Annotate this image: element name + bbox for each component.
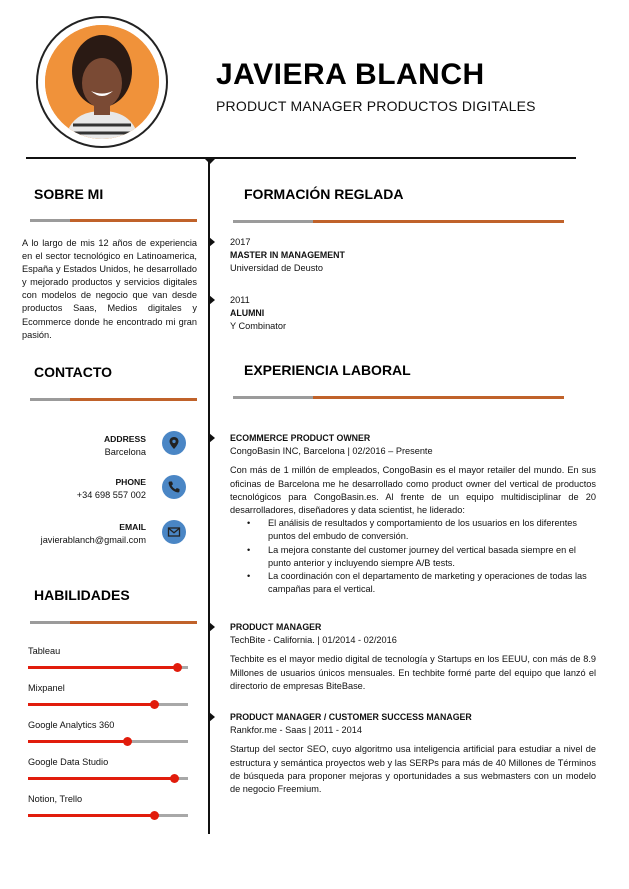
about-text: A lo largo de mis 12 años de experiencia en el sector tecnológico en Latinoamerica, España y Estados Unidos, he desarrollado y mejorado productos y servicios digitales con modelos de negocio que van desde productos Saas, Medios digitales y Ecommerce donde he encontrado mi gran pasión. (22, 238, 197, 340)
experience-entry (230, 621, 596, 693)
skills-rule (30, 621, 197, 624)
education-heading: FORMACIÓN REGLADA (244, 186, 404, 202)
job-bullet: • La coordinación con el departamento de marketing y operaciones de todas las campañas para el vertical. (268, 570, 596, 596)
profile-photo (45, 25, 159, 139)
experience-heading: EXPERIENCIA LABORAL (244, 362, 411, 378)
skill-name: Tableau (28, 646, 61, 656)
job-bullet: • El análisis de resultados y comportamiento de los usuarios en los diferentes puntos del embudo de conversión. (268, 517, 596, 543)
education-degree: ALUMNI (230, 308, 265, 319)
skill-name: Mixpanel (28, 683, 65, 693)
contact-phone (22, 476, 146, 502)
education-school: Y Combinator (230, 321, 287, 332)
education-rule (233, 220, 564, 223)
education-entry (230, 236, 596, 276)
job-company: TechBite - California. | 01/2014 - 02/2016 (230, 635, 397, 646)
experience-entry (230, 432, 596, 596)
skill-name: Google Analytics 360 (28, 720, 115, 730)
skill-level-knob (170, 774, 179, 783)
education-degree: MASTER IN MANAGEMENT (230, 250, 345, 261)
skills-heading: HABILIDADES (34, 587, 130, 603)
job-bullets (230, 517, 596, 596)
envelope-icon (162, 520, 186, 544)
divider-marker-icon (203, 157, 217, 164)
experience-rule (233, 396, 564, 399)
timeline-marker-icon (209, 622, 215, 632)
skill-level-bar (28, 777, 188, 780)
skill-level-knob (150, 811, 159, 820)
job-description: Con más de 1 millón de empleados, CongoBasin es el mayor retailer del mundo. En sus oficinas de Barcelona me he desarrollado como product owner del vertical de productos tecnológicos para CongoBasin.es. Al frente de un equipo multidisciplinar de 20 desarrolladores, diseñadores y data scientist, he liderado: (230, 465, 596, 516)
education-year: 2017 (230, 237, 251, 247)
skill-level-knob (173, 663, 182, 672)
phone-icon (162, 475, 186, 499)
timeline-line (208, 158, 210, 834)
contact-heading: CONTACTO (34, 364, 113, 380)
address-value: Barcelona (104, 447, 146, 457)
address-label: ADDRESS (103, 434, 146, 444)
timeline-marker-icon (209, 237, 215, 247)
email-label: EMAIL (119, 522, 146, 532)
skill-level-bar (28, 814, 188, 817)
map-pin-icon (162, 431, 186, 455)
job-company: CongoBasin INC, Barcelona | 02/2016 – Presente (230, 446, 433, 457)
email-value: javierablanch@gmail.com (40, 535, 146, 545)
education-entry (230, 294, 596, 334)
timeline-marker-icon (209, 712, 215, 722)
phone-value: +34 698 557 002 (76, 490, 146, 500)
skill-name: Notion, Trello (28, 794, 83, 804)
candidate-name: JAVIERA BLANCH (216, 58, 485, 91)
skill-level-fill (28, 814, 154, 817)
skill-level-fill (28, 703, 154, 706)
candidate-title: PRODUCT MANAGER PRODUCTOS DIGITALES (216, 98, 536, 114)
job-title: PRODUCT MANAGER / CUSTOMER SUCCESS MANAGER (230, 712, 472, 722)
job-bullet: • La mejora constante del customer journey del vertical basada siempre en el punto anterior y incluyendo siempre A/B tests. (268, 544, 596, 570)
contact-address (22, 433, 146, 459)
job-description: Techbite es el mayor medio digital de tecnología y Startups en los EEUU, con más de 8.9 Millones de usuarios únicos mensuales. En techbite formé parte del equipo que lanzó el directorio de empresas BiteBase. (230, 654, 596, 691)
skill-level-bar (28, 703, 188, 706)
skill-level-fill (28, 666, 177, 669)
timeline-marker-icon (209, 433, 215, 443)
timeline-marker-icon (209, 295, 215, 305)
job-company: Rankfor.me - Saas | 2011 - 2014 (230, 725, 362, 736)
skill-level-fill (28, 777, 174, 780)
header-divider (26, 157, 576, 159)
skill-level-knob (150, 700, 159, 709)
education-year: 2011 (230, 295, 250, 305)
profile-photo-frame (36, 16, 168, 148)
job-title: PRODUCT MANAGER (230, 622, 322, 632)
skill-name: Google Data Studio (28, 757, 109, 767)
skill-level-fill (28, 740, 127, 743)
job-description: Startup del sector SEO, cuyo algoritmo usa inteligencia artificial para estudiar a nivel de estructura y semántica proyectos web y las SERPs para más de 40 Millones de Términos de búsqueda para proponer mejoras y oportunidades a sus webmasters con un modelo de negocio Freemium. (230, 744, 596, 795)
contact-rule (30, 398, 197, 401)
skill-level-knob (123, 737, 132, 746)
education-school: Universidad de Deusto (230, 263, 323, 274)
skill-level-bar (28, 740, 188, 743)
skill-level-bar (28, 666, 188, 669)
phone-label: PHONE (115, 477, 146, 487)
contact-email (22, 521, 146, 547)
about-heading: SOBRE MI (34, 186, 104, 202)
about-rule (30, 219, 197, 222)
job-title: ECOMMERCE PRODUCT OWNER (230, 433, 371, 443)
experience-entry (230, 711, 596, 796)
